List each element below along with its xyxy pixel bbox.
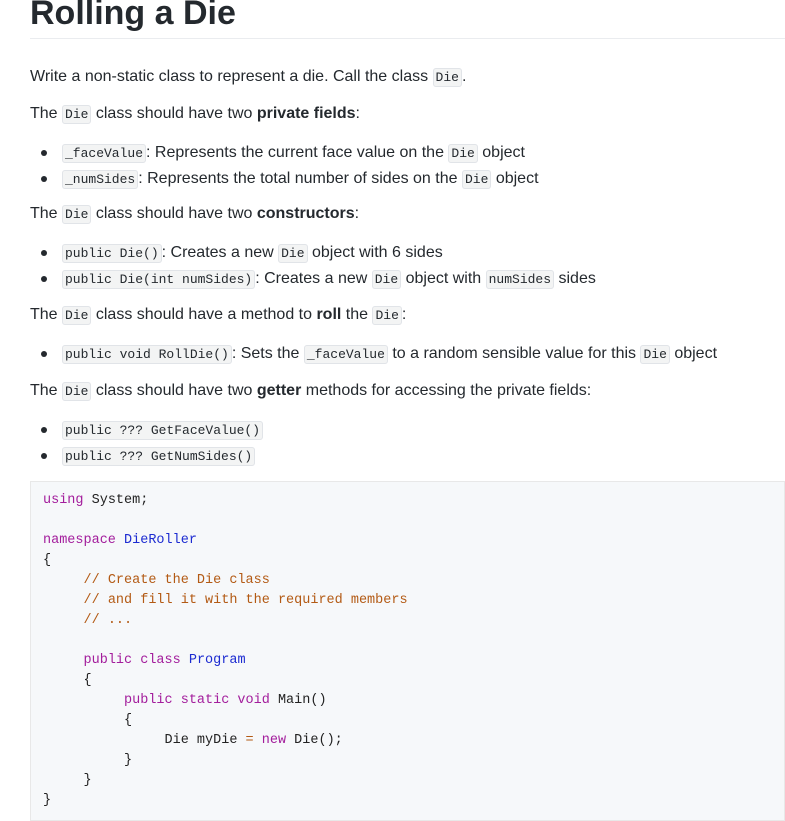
bold-text: private fields xyxy=(256,105,356,122)
list-item: public ??? GetFaceValue() xyxy=(62,417,263,443)
getters-paragraph: The Die class should have two getter methods for accessing the private fields: xyxy=(30,382,592,399)
fields-list xyxy=(30,140,539,192)
list-item: public Die(int numSides) : Creates a new Die object with numSides sides xyxy=(62,266,596,292)
roll-list xyxy=(30,341,717,367)
bold-text: roll xyxy=(316,306,342,323)
code-block xyxy=(30,481,785,821)
list-item: _faceValue : Represents the current face value on the Die object xyxy=(62,140,539,166)
inline-code: Die xyxy=(62,105,91,124)
code-lines: using System; namespace DieRoller { // Create the Die class // and fill it with the required members // ... public class Program { public static void Main() { Die myDie = new Die(); } } } xyxy=(43,493,408,808)
inline-code: Die xyxy=(433,68,462,87)
bold-text: getter xyxy=(256,382,302,399)
roll-paragraph: The Die class should have a method to roll the Die : xyxy=(30,306,407,323)
intro-paragraph: Write a non-static class to represent a die. Call the class Die . xyxy=(30,68,467,85)
constructors-list xyxy=(30,240,596,292)
list-item: public ??? GetNumSides() xyxy=(62,443,263,469)
constructors-paragraph: The Die class should have two constructors: xyxy=(30,205,360,222)
list-item: public void RollDie() : Sets the _faceValue to a random sensible value for this Die object xyxy=(62,341,717,367)
list-item: public Die() : Creates a new Die object with 6 sides xyxy=(62,240,596,266)
list-item: _numSides : Represents the total number of sides on the Die object xyxy=(62,166,539,192)
getters-list xyxy=(30,417,263,469)
document-content xyxy=(30,0,785,808)
bold-text: constructors xyxy=(256,205,355,222)
fields-paragraph: The Die class should have two private fields: xyxy=(30,105,360,122)
page-title: Rolling a Die xyxy=(30,0,785,39)
